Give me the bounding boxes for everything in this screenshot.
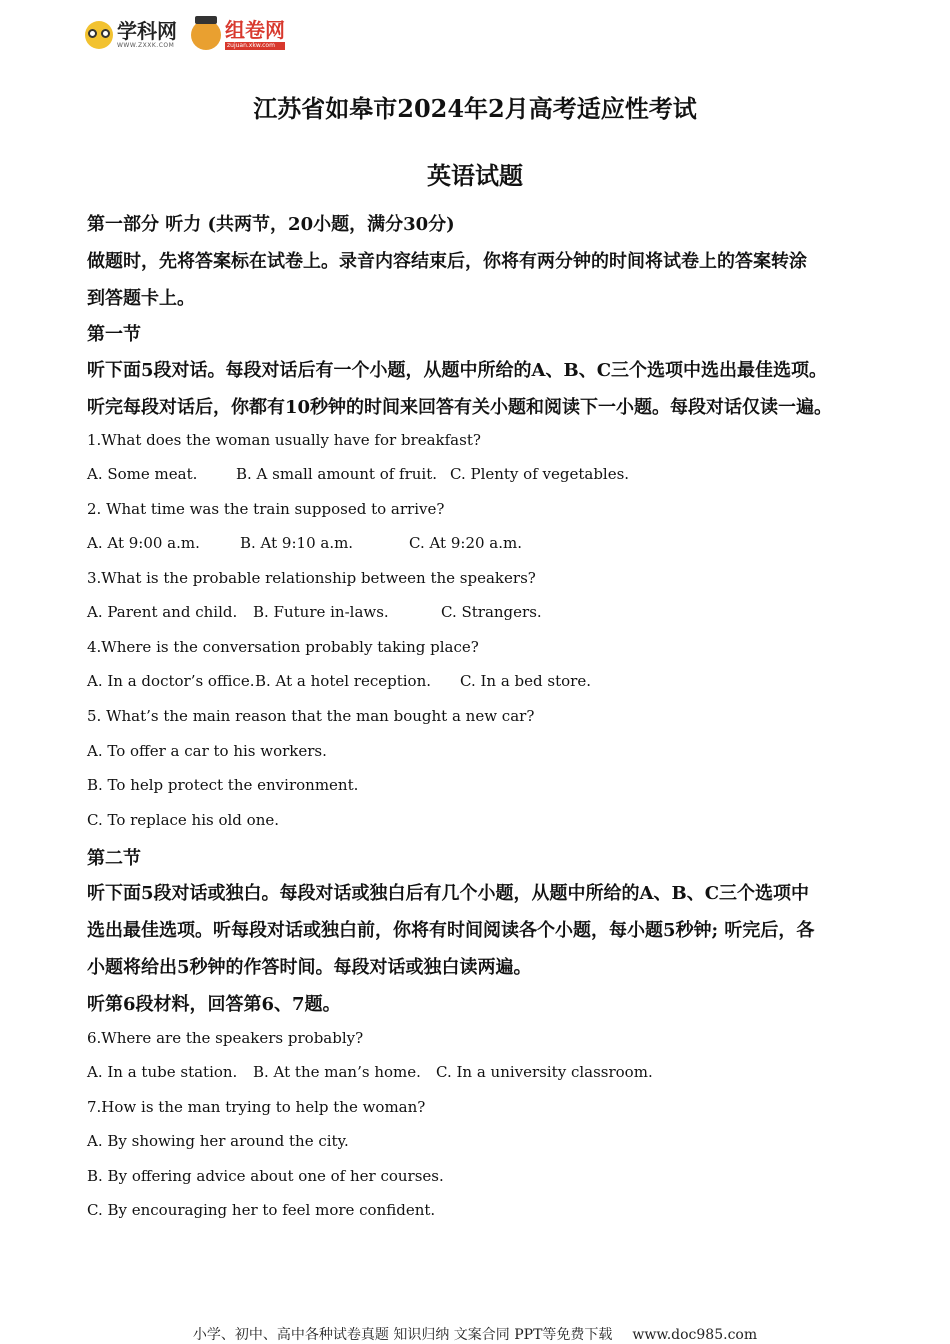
q6-options	[87, 1063, 653, 1081]
header-logos	[85, 14, 285, 56]
exam-subtitle: 英语试题	[427, 161, 523, 190]
q1-option-a: A. Some meat.	[87, 465, 198, 483]
q4-stem: 4.Where is the conversation probably taking place?	[87, 638, 479, 656]
section1-heading: 第一节	[87, 324, 141, 345]
q5-stem: 5. What’s the main reason that the man bought a new car?	[87, 707, 535, 725]
section1-instr-line1: 听下面5段对话。每段对话后有一个小题，从题中所给的A、B、C三个选项中选出最佳选项。	[87, 360, 828, 381]
q2-option-b: B. At 9:10 a.m.	[240, 534, 354, 552]
kid-logo-icon	[191, 20, 221, 50]
q7-option-a: A. By showing her around the city.	[87, 1132, 349, 1150]
q6-option-b: B. At the man’s home.	[253, 1063, 421, 1081]
part1-intro-line2: 到答题卡上。	[87, 288, 195, 309]
q2-option-a: A. At 9:00 a.m.	[87, 534, 200, 552]
q2-stem: 2. What time was the train supposed to arrive?	[87, 500, 445, 518]
xueke-logo-url: WWW.ZXXK.COM	[117, 42, 175, 49]
q5-option-c: C. To replace his old one.	[87, 811, 280, 829]
material6-heading: 听第6段材料，回答第6、7题。	[87, 994, 341, 1015]
exam-title: 江苏省如皋市2024年2月高考适应性考试	[253, 94, 697, 123]
q7-stem: 7.How is the man trying to help the woman?	[87, 1098, 426, 1116]
zujuan-logo	[191, 20, 285, 50]
q5-option-b: B. To help protect the environment.	[87, 776, 359, 794]
section2-heading: 第二节	[87, 848, 141, 869]
q4-option-a: A. In a doctor’s office.	[87, 672, 255, 690]
part1-heading: 第一部分 听力 (共两节，20小题，满分30分)	[87, 214, 455, 235]
q3-option-c: C. Strangers.	[441, 603, 542, 621]
owl-logo-icon	[85, 21, 113, 49]
q1-stem: 1.What does the woman usually have for breakfast?	[87, 431, 481, 449]
section1-instr-line2: 听完每段对话后，你都有10秒钟的时间来回答有关小题和阅读下一小题。每段对话仅读一遍。	[87, 397, 833, 418]
q4-options	[87, 672, 591, 690]
q6-stem: 6.Where are the speakers probably?	[87, 1029, 364, 1047]
section2-instr-line1: 听下面5段对话或独白。每段对话或独白后有几个小题，从题中所给的A、B、C三个选项中	[87, 883, 810, 904]
page-footer	[0, 1324, 950, 1344]
q1-option-c: C. Plenty of vegetables.	[450, 465, 630, 483]
q6-option-a: A. In a tube station.	[87, 1063, 238, 1081]
footer-url[interactable]: www.doc985.com	[632, 1327, 758, 1343]
q3-option-a: A. Parent and child.	[87, 603, 238, 621]
zujuan-logo-url: zujuan.xkw.com	[225, 42, 285, 50]
q2-option-c: C. At 9:20 a.m.	[409, 534, 522, 552]
q4-option-b: B. At a hotel reception.	[255, 672, 432, 690]
footer-text: 小学、初中、高中各种试卷真题 知识归纳 文案合同 PPT等免费下载	[192, 1327, 613, 1343]
q3-options	[87, 603, 542, 621]
zujuan-logo-name: 组卷网	[225, 18, 285, 42]
xueke-logo-name: 学科网	[117, 19, 177, 43]
q7-option-c: C. By encouraging her to feel more confident.	[87, 1201, 436, 1219]
q1-options	[87, 465, 629, 483]
section2-instr-line3: 小题将给出5秒钟的作答时间。每段对话或独白读两遍。	[87, 957, 532, 978]
q4-option-c: C. In a bed store.	[460, 672, 591, 690]
q3-option-b: B. Future in-laws.	[253, 603, 389, 621]
q5-option-a: A. To offer a car to his workers.	[87, 742, 327, 760]
q1-option-b: B. A small amount of fruit.	[236, 465, 438, 483]
q7-option-b: B. By offering advice about one of her courses.	[87, 1167, 444, 1185]
part1-intro-line1: 做题时，先将答案标在试卷上。录音内容结束后，你将有两分钟的时间将试卷上的答案转涂	[87, 251, 807, 272]
q3-stem: 3.What is the probable relationship between the speakers?	[87, 569, 536, 587]
q2-options	[87, 534, 522, 552]
section2-instr-line2: 选出最佳选项。听每段对话或独白前，你将有时间阅读各个小题，每小题5秒钟; 听完后，各	[87, 920, 815, 941]
xueke-logo	[85, 21, 177, 49]
q6-option-c: C. In a university classroom.	[436, 1063, 653, 1081]
